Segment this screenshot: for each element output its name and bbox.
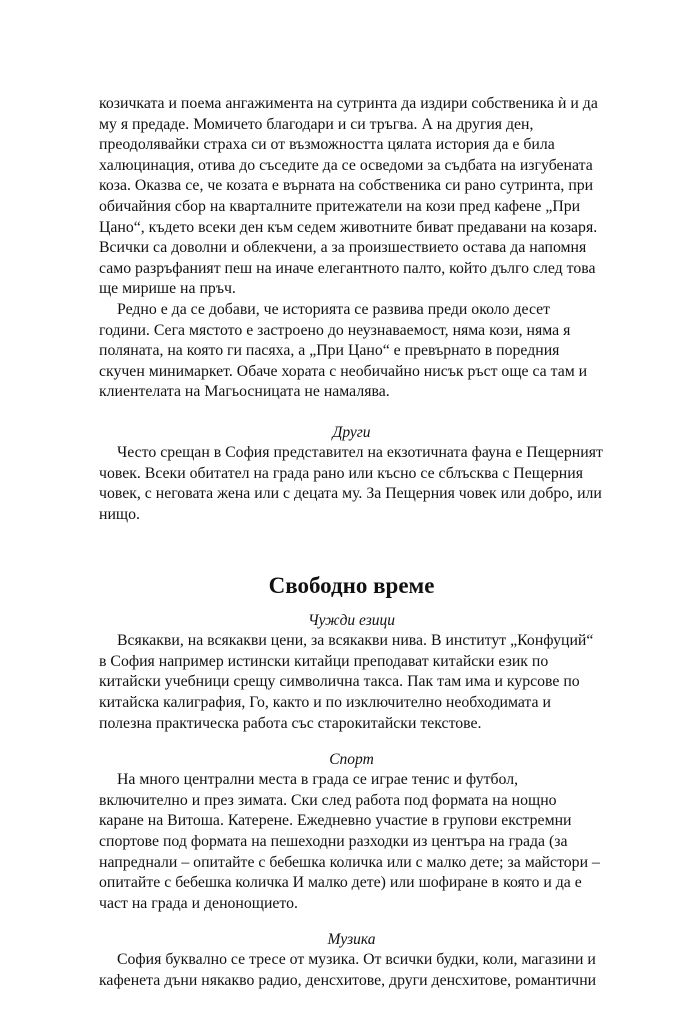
section-title: Свободно време	[268, 573, 435, 599]
intro-paragraph-2: Редно е да се добави, че историята се развива преди около десет години. Сега мястото е застроено до неузнаваемост, няма кози, няма я поляната, на която ги пасяха, а „При Цано“ е превърнато в поредния скучен минимаркет. Обаче хората с необичайно нисък ръст още са там и клиентелата на Магьосницата не намалява.	[99, 300, 588, 401]
subheading-sport: Спорт	[329, 751, 374, 769]
intro-paragraph-1: козичката и поема ангажимента на сутринта да издири собственика ѝ и да му я предаде. Момичето благодари и си тръгва. А на другия ден, преодолявайки страха си от възможността цялата история да е била халюцинация, отива до съседите да се осведоми за съдбата на изгубената коза. Оказва се, че козата е върната на собственика си рано сутринта, при обичайния сбор на кварталните притежатели на кози пред кафене „При Цано“, където всеки ден към седем животните биват предавани на козаря. Всички са доволни и облекчени, а за произшествието остава да напомня само разръфаният пеш на иначе елегантното палто, който дълго след това ще мирише на пръч.	[99, 95, 598, 298]
subheading-muzika: Музика	[327, 931, 376, 949]
subheading-drugi: Други	[332, 423, 371, 441]
muzika-paragraph: София буквално се тресе от музика. От всички будки, коли, магазини и кафенета дъни някакво радио, денсхитове, други денсхитове, романтични	[99, 951, 597, 989]
document-page	[99, 94, 604, 992]
subheading-chuzhdi-ezici: Чужди езици	[307, 612, 396, 630]
ezici-paragraph: Всякакви, на всякакви цени, за всякакви нива. В институт „Конфуций“ в София например истински китайци преподават китайски език по китайски учебници срещу символична такса. Пак там има и курсове по китайска калиграфия, Го, както и по изключително необходимата и полезна практическа работа със старокитайски текстове.	[99, 632, 594, 732]
drugi-paragraph: Често срещан в София представител на екзотичната фауна е Пещерният човек. Всеки обитател на града рано или късно се сблъсква с Пещерния човек, с неговата жена или с децата му. За Пещерния човек или добро, или нищо.	[99, 443, 603, 523]
sport-paragraph: На много централни места в града се играе тенис и футбол, включително и през зимата. Ски след работа под формата на нощно каране на Витоша. Катерене. Ежедневно участие в групови екстремни спортове под формата на пешеходни разходки из центъра на града (за напреднали – опитайте с бебешка количка или с малко дете; за майстори – опитайте с бебешка количка И малко дете) или шофиране в която и да е част на града и денонощието.	[99, 771, 600, 912]
